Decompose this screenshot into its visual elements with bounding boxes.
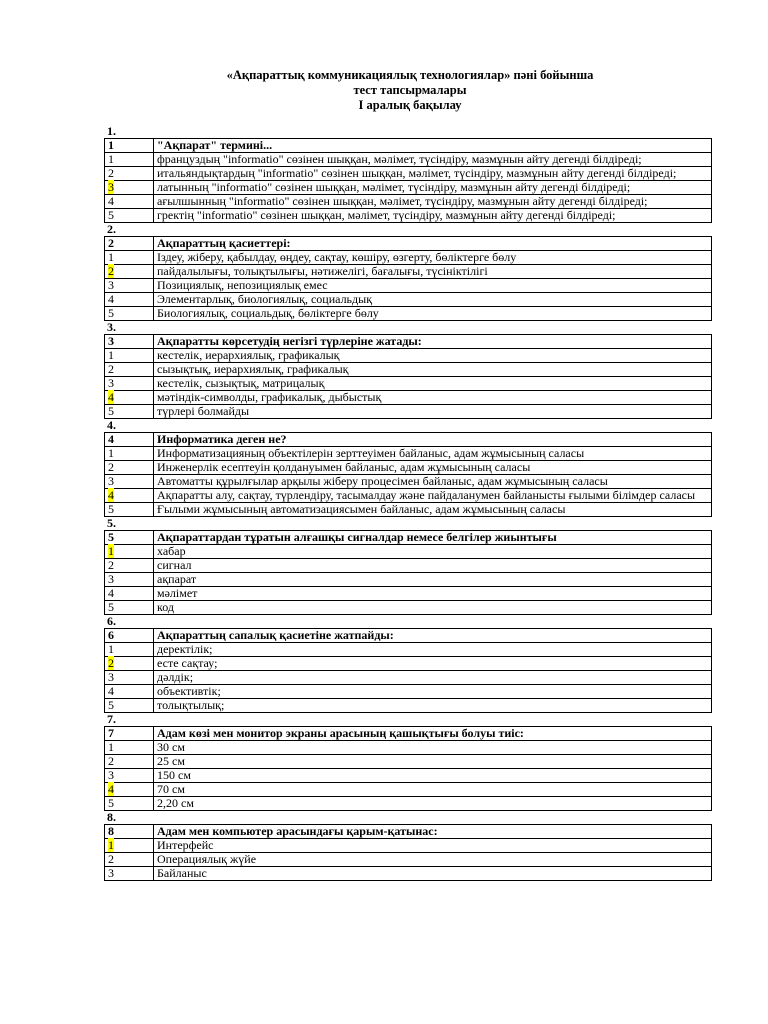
question-number: 2 bbox=[105, 237, 154, 251]
answer-row bbox=[105, 587, 712, 601]
question-table bbox=[104, 824, 712, 881]
answer-row bbox=[105, 755, 712, 769]
question-text: Адам мен компьютер арасындағы қарым-қатынас: bbox=[154, 825, 712, 839]
question-label: 2. bbox=[107, 222, 116, 236]
answer-text: объективтік; bbox=[154, 685, 712, 699]
answer-row bbox=[105, 195, 712, 209]
correct-answer-number: 1 bbox=[108, 838, 114, 852]
answer-text: түрлері болмайды bbox=[154, 405, 712, 419]
correct-answer-number: 2 bbox=[108, 264, 114, 278]
question-label: 8. bbox=[107, 810, 116, 824]
question-text: Ақпараттың қасиеттері: bbox=[154, 237, 712, 251]
question-header-row bbox=[105, 825, 712, 839]
answer-text: сигнал bbox=[154, 559, 712, 573]
answer-text: ағылшынның "informatio" сөзінен шыққан, мәлімет, түсіндіру, мазмұнын айту дегенді білдіреді; bbox=[154, 195, 712, 209]
answer-text: ақпарат bbox=[154, 573, 712, 587]
answer-number: 5 bbox=[108, 600, 114, 614]
answer-text: Ақпаратты алу, сақтау, түрлендіру, тасымалдау және пайдаланумен байланысты ғылыми білімдер саласы bbox=[154, 489, 712, 503]
title-line-subject: «Ақпараттық коммуникациялық технологиялар» пәні бойынша bbox=[226, 68, 594, 82]
answer-row bbox=[105, 293, 712, 307]
answer-text: мәтіндік-символды, графикалық, дыбыстық bbox=[154, 391, 712, 405]
answer-number: 3 bbox=[108, 670, 114, 684]
answer-number: 1 bbox=[108, 348, 114, 362]
title-line-tests: тест тапсырмалары bbox=[353, 83, 467, 97]
question-text: Информатика деген не? bbox=[154, 433, 712, 447]
question-number: 5 bbox=[105, 531, 154, 545]
question-label: 7. bbox=[107, 712, 116, 726]
answer-row bbox=[105, 685, 712, 699]
question-header-row bbox=[105, 139, 712, 153]
answer-number: 3 bbox=[108, 278, 114, 292]
answer-number: 3 bbox=[108, 474, 114, 488]
answer-number: 3 bbox=[108, 866, 114, 880]
answer-row bbox=[105, 839, 712, 853]
question-header-row bbox=[105, 335, 712, 349]
answer-number: 5 bbox=[108, 698, 114, 712]
answer-text: кестелік, сызықтық, матрицалық bbox=[154, 377, 712, 391]
answer-number: 3 bbox=[108, 572, 114, 586]
question-header-row bbox=[105, 433, 712, 447]
answer-text: мәлімет bbox=[154, 587, 712, 601]
answer-row bbox=[105, 601, 712, 615]
answer-row bbox=[105, 391, 712, 405]
answer-row bbox=[105, 573, 712, 587]
answer-row bbox=[105, 769, 712, 783]
answer-row bbox=[105, 405, 712, 419]
answer-row bbox=[105, 461, 712, 475]
answer-number: 5 bbox=[108, 796, 114, 810]
answer-text: латынның "informatio" сөзінен шыққан, мәлімет, түсіндіру, мазмұнын айту дегенді білдіреді; bbox=[154, 181, 712, 195]
answer-number: 2 bbox=[108, 362, 114, 376]
answer-row bbox=[105, 545, 712, 559]
question-header-row bbox=[105, 237, 712, 251]
answer-text: сызықтық, иерархиялық, графикалық bbox=[154, 363, 712, 377]
question-number: 7 bbox=[105, 727, 154, 741]
correct-answer-number: 4 bbox=[108, 782, 114, 796]
answer-row bbox=[105, 153, 712, 167]
answer-row bbox=[105, 783, 712, 797]
answer-number: 1 bbox=[108, 446, 114, 460]
question-number: 3 bbox=[105, 335, 154, 349]
correct-answer-number: 1 bbox=[108, 544, 114, 558]
answer-row bbox=[105, 643, 712, 657]
answer-text: Автоматты құрылғылар арқылы жіберу процесімен байланыс, адам жұмысының саласы bbox=[154, 475, 712, 489]
answer-row bbox=[105, 363, 712, 377]
question-header-row bbox=[105, 629, 712, 643]
question-label: 6. bbox=[107, 614, 116, 628]
answer-row bbox=[105, 307, 712, 321]
answer-row bbox=[105, 657, 712, 671]
question-number: 1 bbox=[105, 139, 154, 153]
answer-number: 1 bbox=[108, 250, 114, 264]
answer-number: 1 bbox=[108, 152, 114, 166]
question-text: Ақпаратты көрсетудің негізгі түрлеріне жатады: bbox=[154, 335, 712, 349]
answer-number: 2 bbox=[108, 852, 114, 866]
answer-row bbox=[105, 265, 712, 279]
answer-number: 5 bbox=[108, 404, 114, 418]
answer-text: деректілік; bbox=[154, 643, 712, 657]
question-table bbox=[104, 432, 712, 517]
answer-number: 1 bbox=[108, 642, 114, 656]
answer-text: Позициялық, непозициялық емес bbox=[154, 279, 712, 293]
question-label: 1. bbox=[107, 124, 116, 138]
answer-number: 2 bbox=[108, 166, 114, 180]
answer-text: код bbox=[154, 601, 712, 615]
answer-text: Іздеу, жіберу, қабылдау, өңдеу, сақтау, көшіру, өзгерту, бөліктерге бөлу bbox=[154, 251, 712, 265]
question-label: 3. bbox=[107, 320, 116, 334]
answer-number: 4 bbox=[108, 586, 114, 600]
answer-number: 5 bbox=[108, 502, 114, 516]
answer-number: 4 bbox=[108, 194, 114, 208]
question-text: "Ақпарат" термині... bbox=[154, 139, 712, 153]
question-table bbox=[104, 138, 712, 223]
answer-text: толықтылық; bbox=[154, 699, 712, 713]
answer-number: 3 bbox=[108, 768, 114, 782]
answer-text: Интерфейс bbox=[154, 839, 712, 853]
answer-number: 3 bbox=[108, 376, 114, 390]
answer-number: 4 bbox=[108, 684, 114, 698]
answer-row bbox=[105, 349, 712, 363]
answer-text: есте сақтау; bbox=[154, 657, 712, 671]
correct-answer-number: 3 bbox=[108, 180, 114, 194]
question-label: 4. bbox=[107, 418, 116, 432]
answer-row bbox=[105, 559, 712, 573]
answer-text: Ғылыми жұмысының автоматизациясымен байланыс, адам жұмысының саласы bbox=[154, 503, 712, 517]
answer-row bbox=[105, 447, 712, 461]
answer-row bbox=[105, 489, 712, 503]
correct-answer-number: 4 bbox=[108, 488, 114, 502]
answer-row bbox=[105, 181, 712, 195]
answer-row bbox=[105, 853, 712, 867]
answer-row bbox=[105, 475, 712, 489]
question-label: 5. bbox=[107, 516, 116, 530]
answer-row bbox=[105, 503, 712, 517]
answer-text: 150 см bbox=[154, 769, 712, 783]
answer-text: Инженерлік есептеуін қолдануымен байланыс, адам жұмысының саласы bbox=[154, 461, 712, 475]
answer-row bbox=[105, 699, 712, 713]
answer-text: хабар bbox=[154, 545, 712, 559]
title-line-control: І аралық бақылау bbox=[358, 98, 462, 112]
answer-text: пайдалылығы, толықтылығы, нәтижелігі, бағалығы, түсініктілігі bbox=[154, 265, 712, 279]
correct-answer-number: 2 bbox=[108, 656, 114, 670]
answer-row bbox=[105, 797, 712, 811]
answer-number: 2 bbox=[108, 558, 114, 572]
correct-answer-number: 4 bbox=[108, 390, 114, 404]
answer-text: Элементарлық, биологиялық, социальдық bbox=[154, 293, 712, 307]
answer-number: 5 bbox=[108, 306, 114, 320]
question-text: Ақпараттардан тұратын алғашқы сигналдар немесе белгілер жиынтығы bbox=[154, 531, 712, 545]
questions-list bbox=[104, 125, 712, 881]
answer-row bbox=[105, 671, 712, 685]
answer-row bbox=[105, 251, 712, 265]
question-number: 4 bbox=[105, 433, 154, 447]
answer-row bbox=[105, 167, 712, 181]
answer-row bbox=[105, 209, 712, 223]
question-table bbox=[104, 726, 712, 811]
answer-number: 5 bbox=[108, 208, 114, 222]
answer-number: 1 bbox=[108, 740, 114, 754]
answer-row bbox=[105, 741, 712, 755]
answer-text: 2,20 см bbox=[154, 797, 712, 811]
answer-text: 70 см bbox=[154, 783, 712, 797]
answer-text: Информатизацияның объектілерін зерттеуімен байланыс, адам жұмысының саласы bbox=[154, 447, 712, 461]
answer-text: гректің "informatio" сөзінен шыққан, мәлімет, түсіндіру, мазмұнын айту дегенді білдіреді; bbox=[154, 209, 712, 223]
question-number: 6 bbox=[105, 629, 154, 643]
question-text: Ақпараттың сапалық қасиетіне жатпайды: bbox=[154, 629, 712, 643]
answer-text: Операциялық жүйе bbox=[154, 853, 712, 867]
answer-text: 30 см bbox=[154, 741, 712, 755]
question-text: Адам көзі мен монитор экраны арасының қашықтығы болуы тиіс: bbox=[154, 727, 712, 741]
answer-number: 2 bbox=[108, 460, 114, 474]
answer-text: Биологиялық, социальдық, бөліктерге бөлу bbox=[154, 307, 712, 321]
answer-row bbox=[105, 279, 712, 293]
question-number: 8 bbox=[105, 825, 154, 839]
answer-text: 25 см bbox=[154, 755, 712, 769]
answer-text: Байланыс bbox=[154, 867, 712, 881]
answer-text: итальяндықтардың "informatio" сөзінен шыққан, мәлімет, түсіндіру, мазмұнын айту дегенді білдіреді; bbox=[154, 167, 712, 181]
document-title bbox=[0, 68, 768, 113]
question-header-row bbox=[105, 727, 712, 741]
question-table bbox=[104, 628, 712, 713]
answer-text: француздың "informatio" сөзінен шыққан, мәлімет, түсіндіру, мазмұнын айту дегенді білдіреді; bbox=[154, 153, 712, 167]
answer-number: 4 bbox=[108, 292, 114, 306]
answer-row bbox=[105, 377, 712, 391]
question-table bbox=[104, 334, 712, 419]
answer-row bbox=[105, 867, 712, 881]
answer-text: дәлдік; bbox=[154, 671, 712, 685]
question-header-row bbox=[105, 531, 712, 545]
answer-text: кестелік, иерархиялық, графикалық bbox=[154, 349, 712, 363]
question-table bbox=[104, 530, 712, 615]
answer-number: 2 bbox=[108, 754, 114, 768]
question-table bbox=[104, 236, 712, 321]
